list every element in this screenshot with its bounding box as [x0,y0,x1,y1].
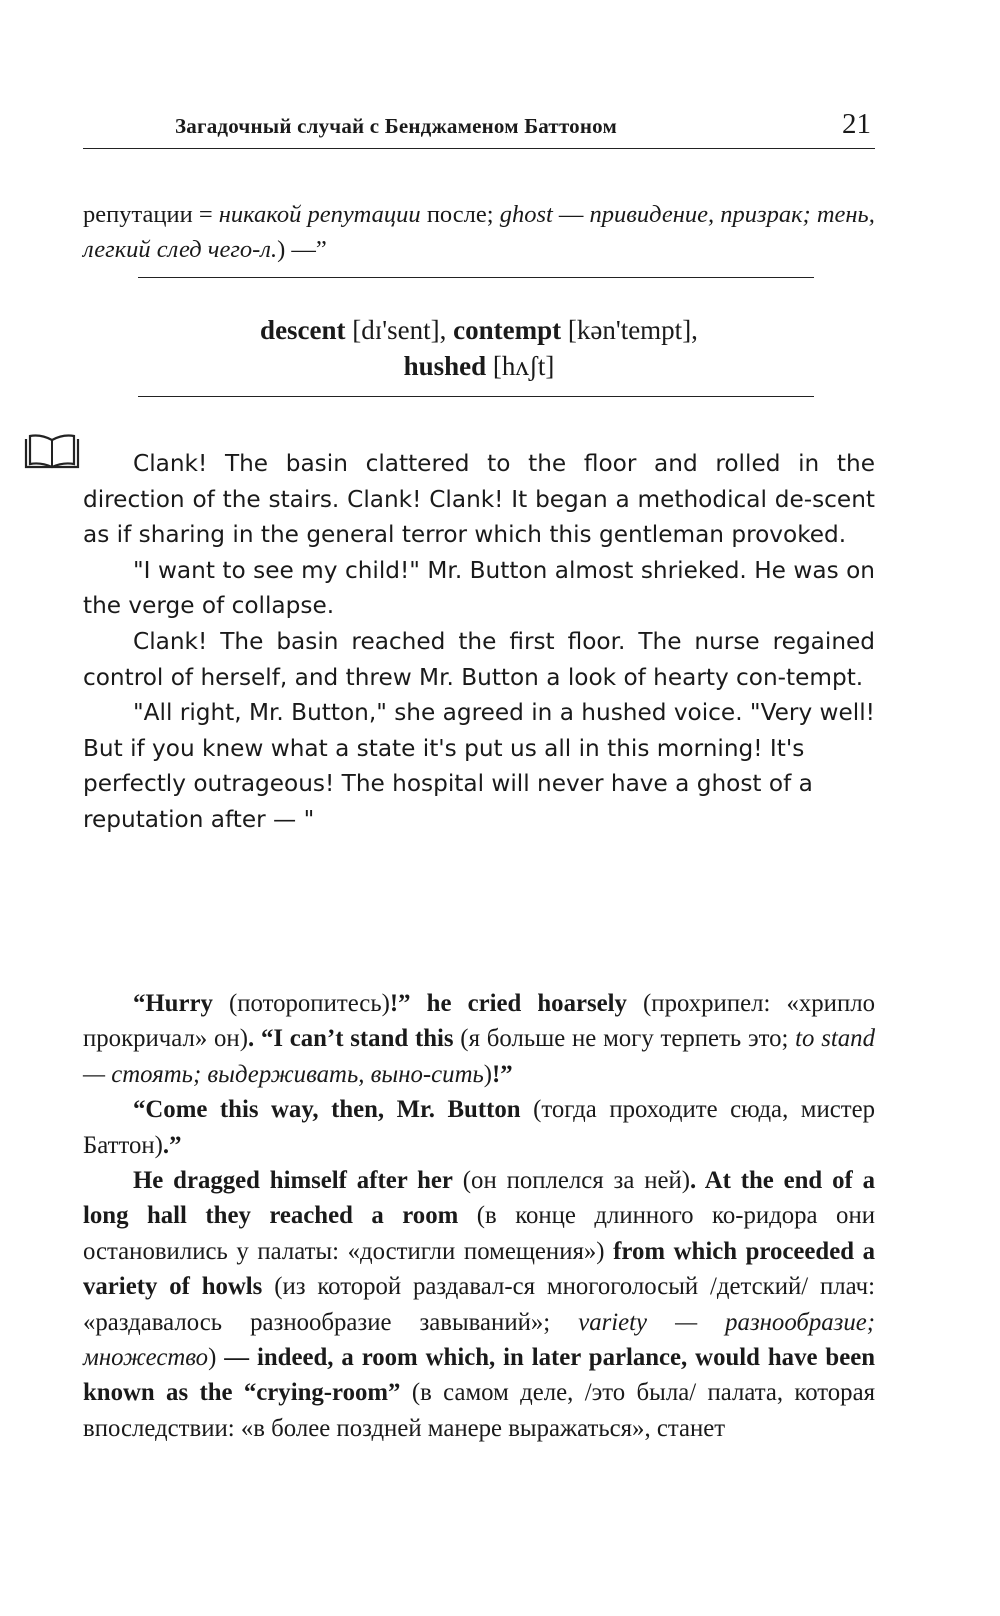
english-phrase: “Come this way, then, Mr. Button [133,1096,521,1124]
vocab-transcription: [kən'tempt], [561,315,698,345]
vocab-line-2 [83,348,875,384]
intro-commentary [83,197,875,267]
english-paragraph: Clank! The basin reached the first floor. The nurse regained control of herself, and threw Mr. Button a look of hearty con-tempt. [83,627,875,691]
page-number: 21 [842,108,871,140]
vocab-top-rule [138,277,814,278]
open-book-icon [22,434,82,472]
vocab-transcription: [dɪ'sent], [345,315,454,345]
vocab-word: hushed [403,351,487,381]
english-phrase: . At the end of a long hall they reached a room [83,1167,875,1230]
intro-text: ) —” [277,236,327,263]
vocab-word: descent [260,315,346,345]
russian-gloss: (поторопитесь) [212,990,390,1017]
russian-gloss-italic: to stand — стоять; выдерживать, выно-сить [83,1025,875,1088]
intro-text: репутации = [83,201,219,228]
english-phrase: !” he cried hoarsely [389,990,627,1017]
intro-italic: привидение, призрак; тень, легкий след чего-л. [83,201,875,263]
russian-gloss: (он поплелся за ней) [452,1167,691,1195]
russian-gloss: (из которой раздавал-ся многоголосый /детский/ плач: «раздавалось разнообразие завываний»; [83,1273,876,1336]
intro-italic: никакой репутации [218,201,421,228]
english-phrase: !” [492,1060,513,1088]
annotated-text [83,986,875,1446]
russian-gloss: (в самом деле, /это была/ палата, которая впоследствии: «в более поздней манере выражаться», станет [83,1379,875,1442]
running-title: Загадочный случай с Бенджаменом Баттоном [175,114,617,138]
english-paragraph: Clank! The basin clattered to the floor and rolled in the direction of the stairs. Clank! Clank! It began a methodical de-scent as if sharing in the general terror which this gentleman provoked. [83,450,875,549]
intro-italic: ghost [499,201,553,228]
russian-gloss-italic: variety — разнообразие; множество [83,1308,876,1372]
english-paragraph: "All right, Mr. Button," she agreed in a hushed voice. "Very well! But if you knew what a state it's put us all in this morning! It's perfectly outrageous! The hospital will never have a ghost of a reputation after — " [83,699,875,833]
russian-gloss: ) [483,1060,493,1088]
intro-paragraph [83,197,875,267]
english-phrase: — indeed, a room which, in later parlance, would have been known as the “crying-room” [83,1344,875,1407]
english-phrase: . “I can’t stand this [247,1025,454,1053]
annotated-paragraph [83,986,875,1092]
russian-gloss: (в конце длинного ко-ридора они остановились у палаты: «достигли помещения») [83,1202,875,1265]
english-paragraph: "I want to see my child!" Mr. Button almost shrieked. He was on the verge of collapse. [83,556,875,620]
vocab-transcription: [hʌʃt] [486,351,555,381]
vocabulary-box [83,312,875,384]
english-phrase: from which proceeded a variety of howls [83,1237,875,1301]
english-phrase: “Hurry [133,990,213,1017]
vocab-word: contempt [453,315,562,345]
english-phrase: He dragged himself after her [133,1167,453,1195]
english-phrase: .” [162,1131,182,1159]
running-head [83,108,875,149]
russian-gloss: (я больше не могу терпеть это; [453,1025,796,1053]
russian-gloss: (тогда проходите сюда, мистер Баттон) [83,1096,875,1159]
vocab-bottom-rule [138,396,814,397]
russian-gloss: (прохрипел: «хрипло прокричал» он) [83,990,875,1053]
russian-gloss: ) [208,1344,217,1372]
vocab-line-1 [83,312,875,348]
annotated-paragraph [83,1092,875,1163]
annotated-paragraph [83,1163,875,1446]
intro-text: — [552,201,590,228]
intro-text: после; [420,201,500,228]
english-original-text [83,446,875,838]
